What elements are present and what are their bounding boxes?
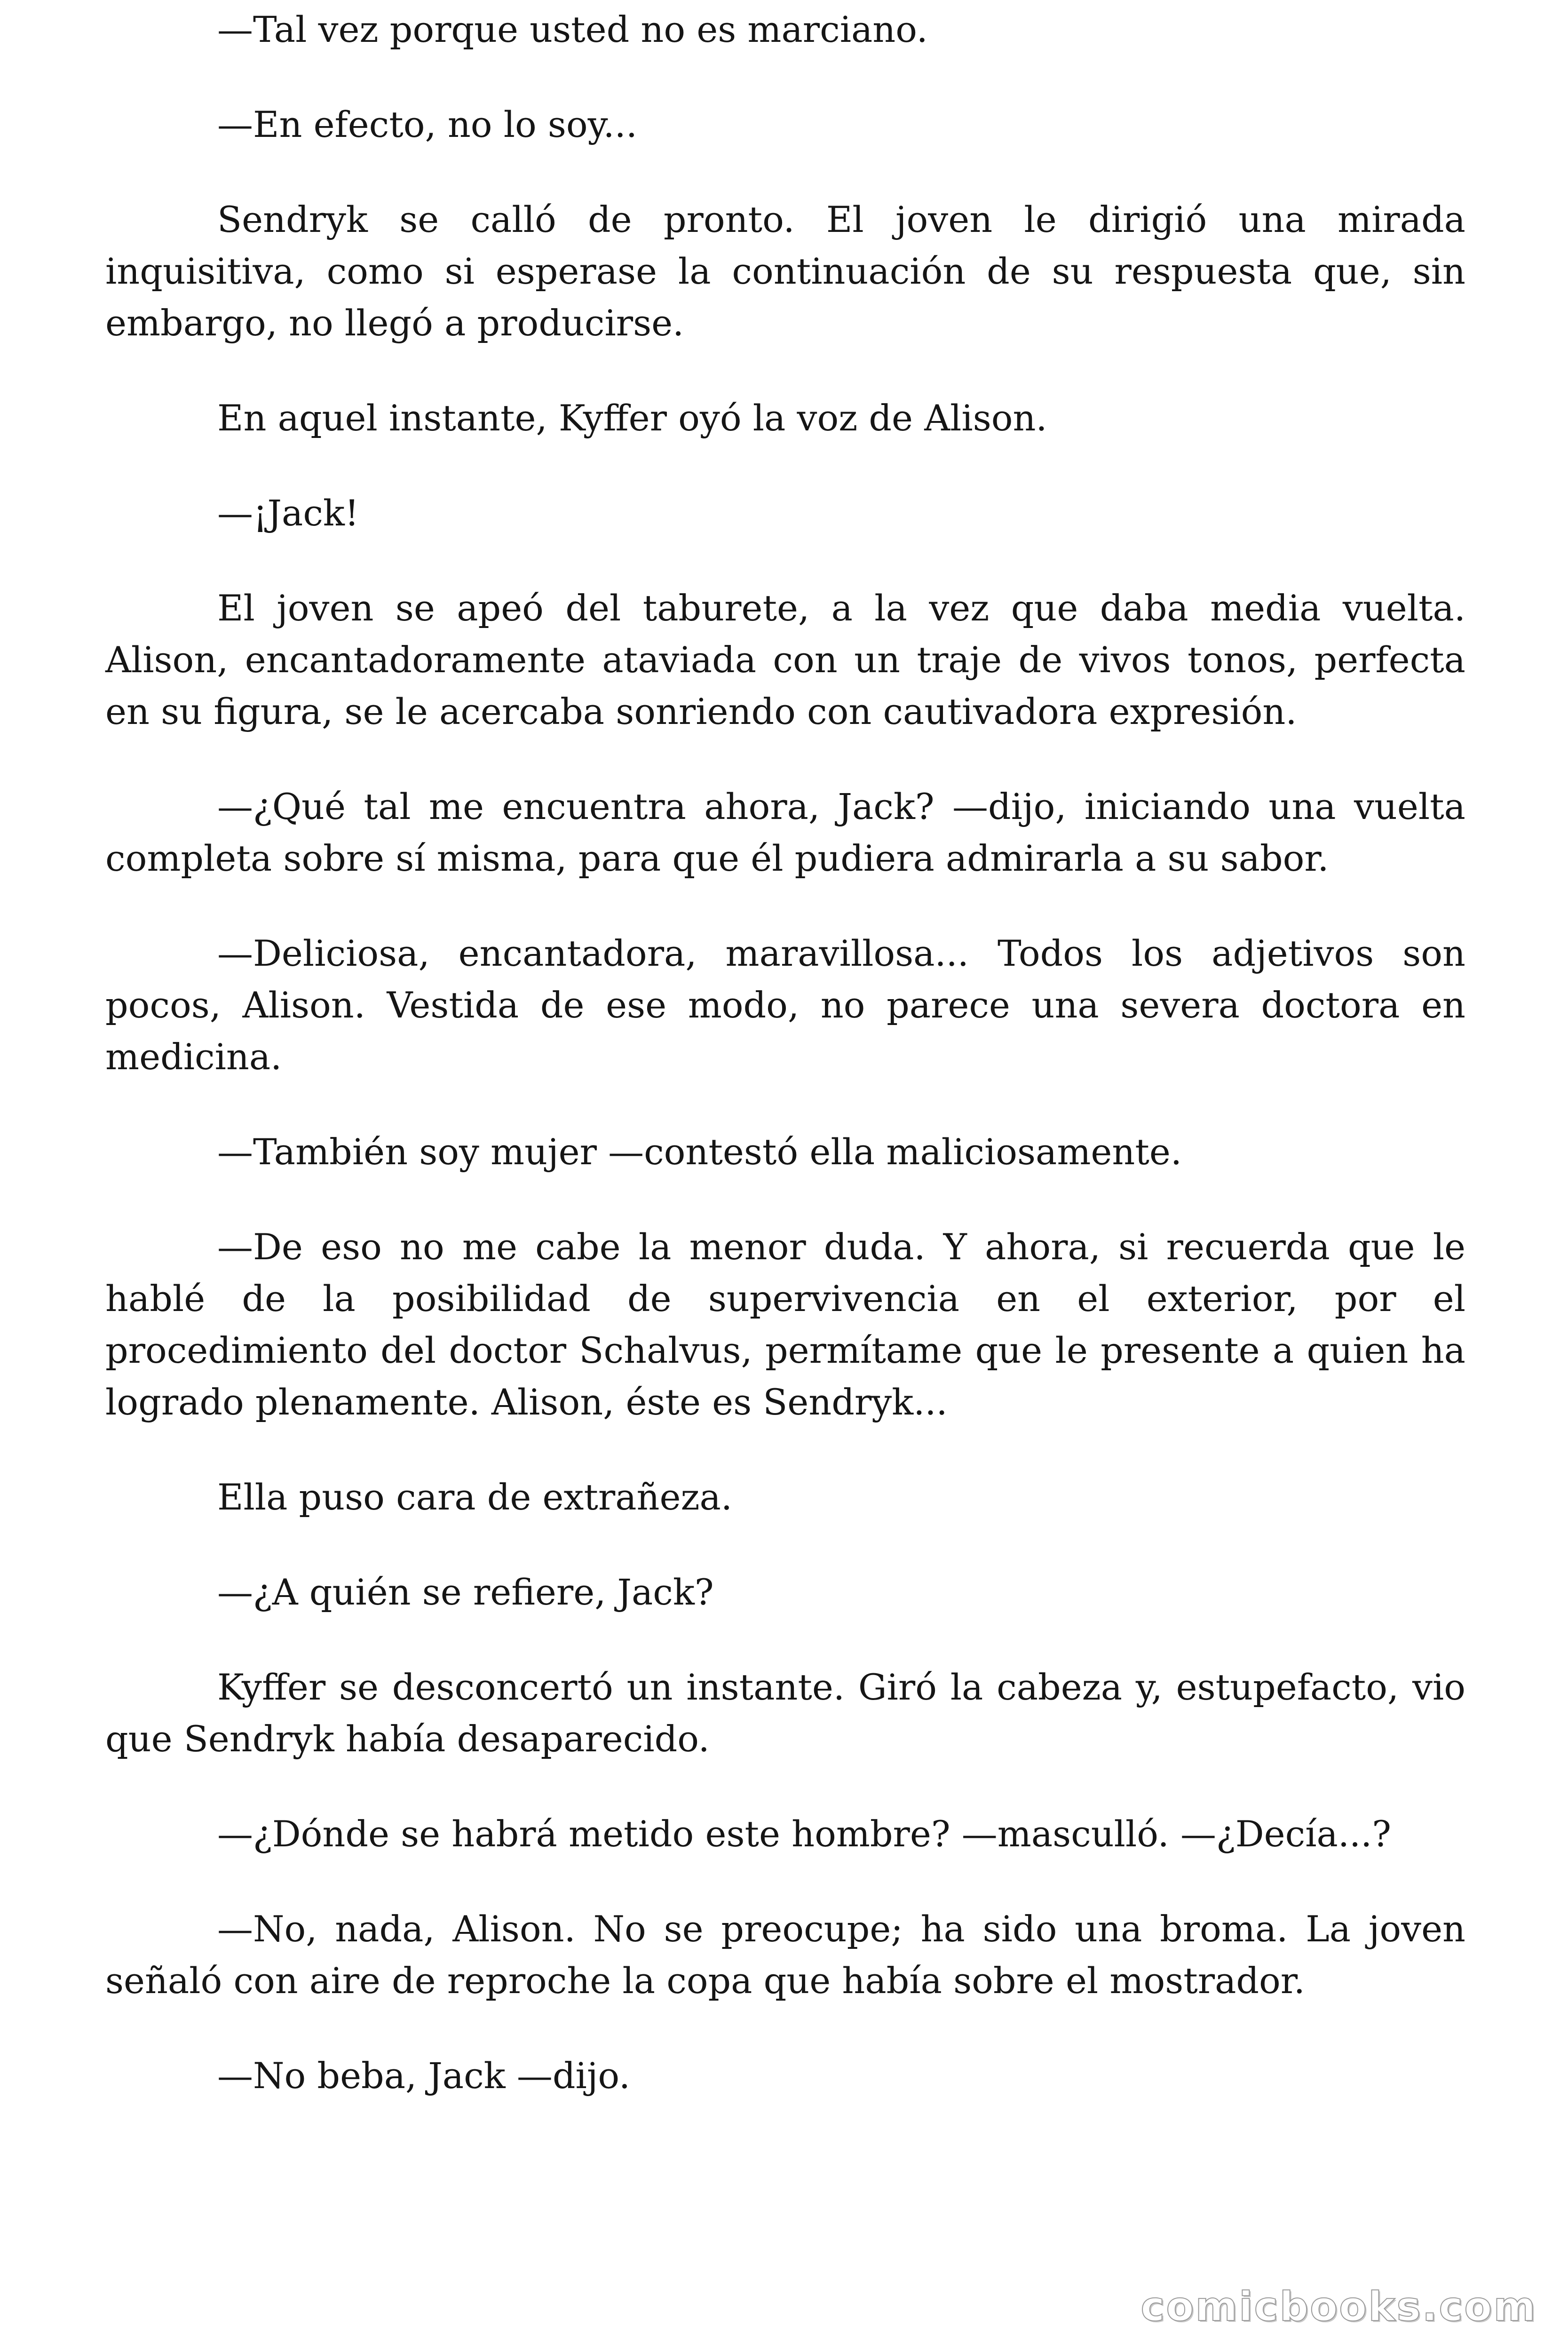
text-column [105,4,1465,2102]
watermark-logo: comicbooks.com [1140,2283,1537,2330]
paragraph: En aquel instante, Kyffer oyó la voz de Alison. [217,397,1047,439]
paragraph: El joven se apeó del taburete, a la vez que daba media vuelta. Alison, encantadoramente ataviada con un traje de vivos tonos, perfecta en su figura, se le acercaba sonriendo con cautivadora expresión. [105,587,1465,732]
paragraph: —También soy mujer —contestó ella maliciosamente. [217,1131,1182,1173]
paragraph: —Deliciosa, encantadora, maravillosa... Todos los adjetivos son pocos, Alison. Vestida de ese modo, no parece una severa doctora en medicina. [105,932,1465,1078]
paragraph: Kyffer se desconcertó un instante. Giró la cabeza y, estupefacto, vio que Sendryk había desaparecido. [105,1666,1465,1760]
paragraph: —De eso no me cabe la menor duda. Y ahora, si recuerda que le hablé de la posibilidad de supervivencia en el exterior, por el procedimiento del doctor Schalvus, permítame que le presente a quien ha logrado plenamente. Alison, éste es Sendryk... [105,1226,1465,1423]
paragraph: Ella puso cara de extrañeza. [217,1476,732,1518]
paragraph: —Tal vez porque usted no es marciano. [217,8,928,50]
paragraph: —¿Dónde se habrá metido este hombre? —masculló. —¿Decía...? [217,1813,1392,1855]
paragraph: —En efecto, no lo soy... [217,103,637,145]
paragraph: —No, nada, Alison. No se preocupe; ha sido una broma. La joven señaló con aire de reproche la copa que había sobre el mostrador. [105,1908,1465,2002]
paragraph: —¿A quién se refiere, Jack? [217,1571,714,1613]
paragraph: Sendryk se calló de pronto. El joven le dirigió una mirada inquisitiva, como si esperase la continuación de su respuesta que, sin embargo, no llegó a producirse. [105,199,1465,344]
paragraph: —¿Qué tal me encuentra ahora, Jack? —dijo, iniciando una vuelta completa sobre sí misma, para que él pudiera admirarla a su sabor. [105,786,1465,879]
paragraph: —No beba, Jack —dijo. [217,2055,630,2097]
paragraph: —¡Jack! [217,492,359,534]
